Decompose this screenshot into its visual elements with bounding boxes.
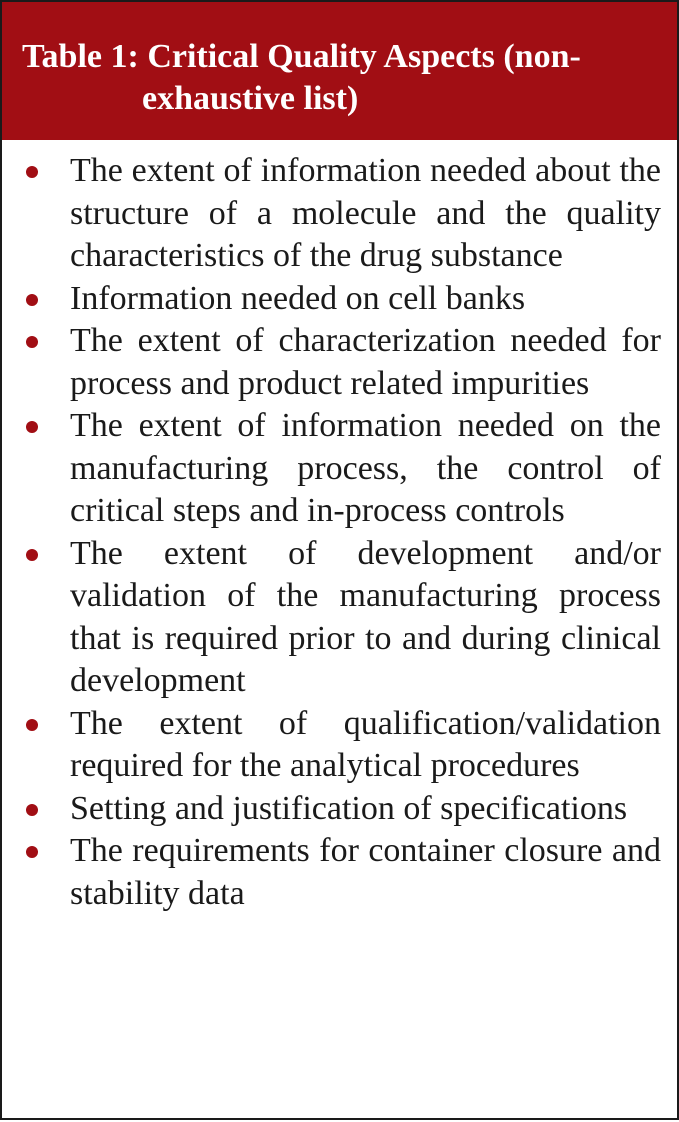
table-title-line1: Table 1: Critical Quality Aspects (non- (22, 38, 581, 75)
list-item (22, 405, 661, 533)
list-item-text: The extent of information needed on the manufacturing process, the control of critical steps and in-process controls (70, 407, 661, 529)
bullet-icon (26, 294, 38, 306)
list-item (22, 320, 661, 405)
bullet-icon (26, 846, 38, 858)
list-item-text: The requirements for container closure and stability data (70, 832, 661, 912)
bullet-icon (26, 719, 38, 731)
bullet-icon (26, 166, 38, 178)
bullet-icon (26, 421, 38, 433)
table-title-line2: exhaustive list) (142, 80, 359, 117)
list-item-text: The extent of qualification/validation required for the analytical procedures (70, 704, 661, 784)
list-item-text: The extent of development and/or validation of the manufacturing process that is required prior to and during clinical development (70, 534, 661, 699)
list-item (22, 830, 661, 915)
list-item (22, 278, 661, 321)
list-item (22, 533, 661, 703)
list-item-text: Setting and justification of specifications (70, 789, 628, 827)
list-item (22, 788, 661, 831)
list-item (22, 150, 661, 278)
bullet-icon (26, 804, 38, 816)
list-item-text: Information needed on cell banks (70, 279, 526, 317)
quality-aspects-list (2, 140, 677, 915)
list-item-text: The extent of characterization needed for process and product related impurities (70, 322, 661, 402)
list-item (22, 703, 661, 788)
bullet-icon (26, 549, 38, 561)
list-item-text: The extent of information needed about the structure of a molecule and the quality characteristics of the drug substance (70, 152, 661, 274)
bullet-icon (26, 336, 38, 348)
table-header (2, 2, 677, 140)
